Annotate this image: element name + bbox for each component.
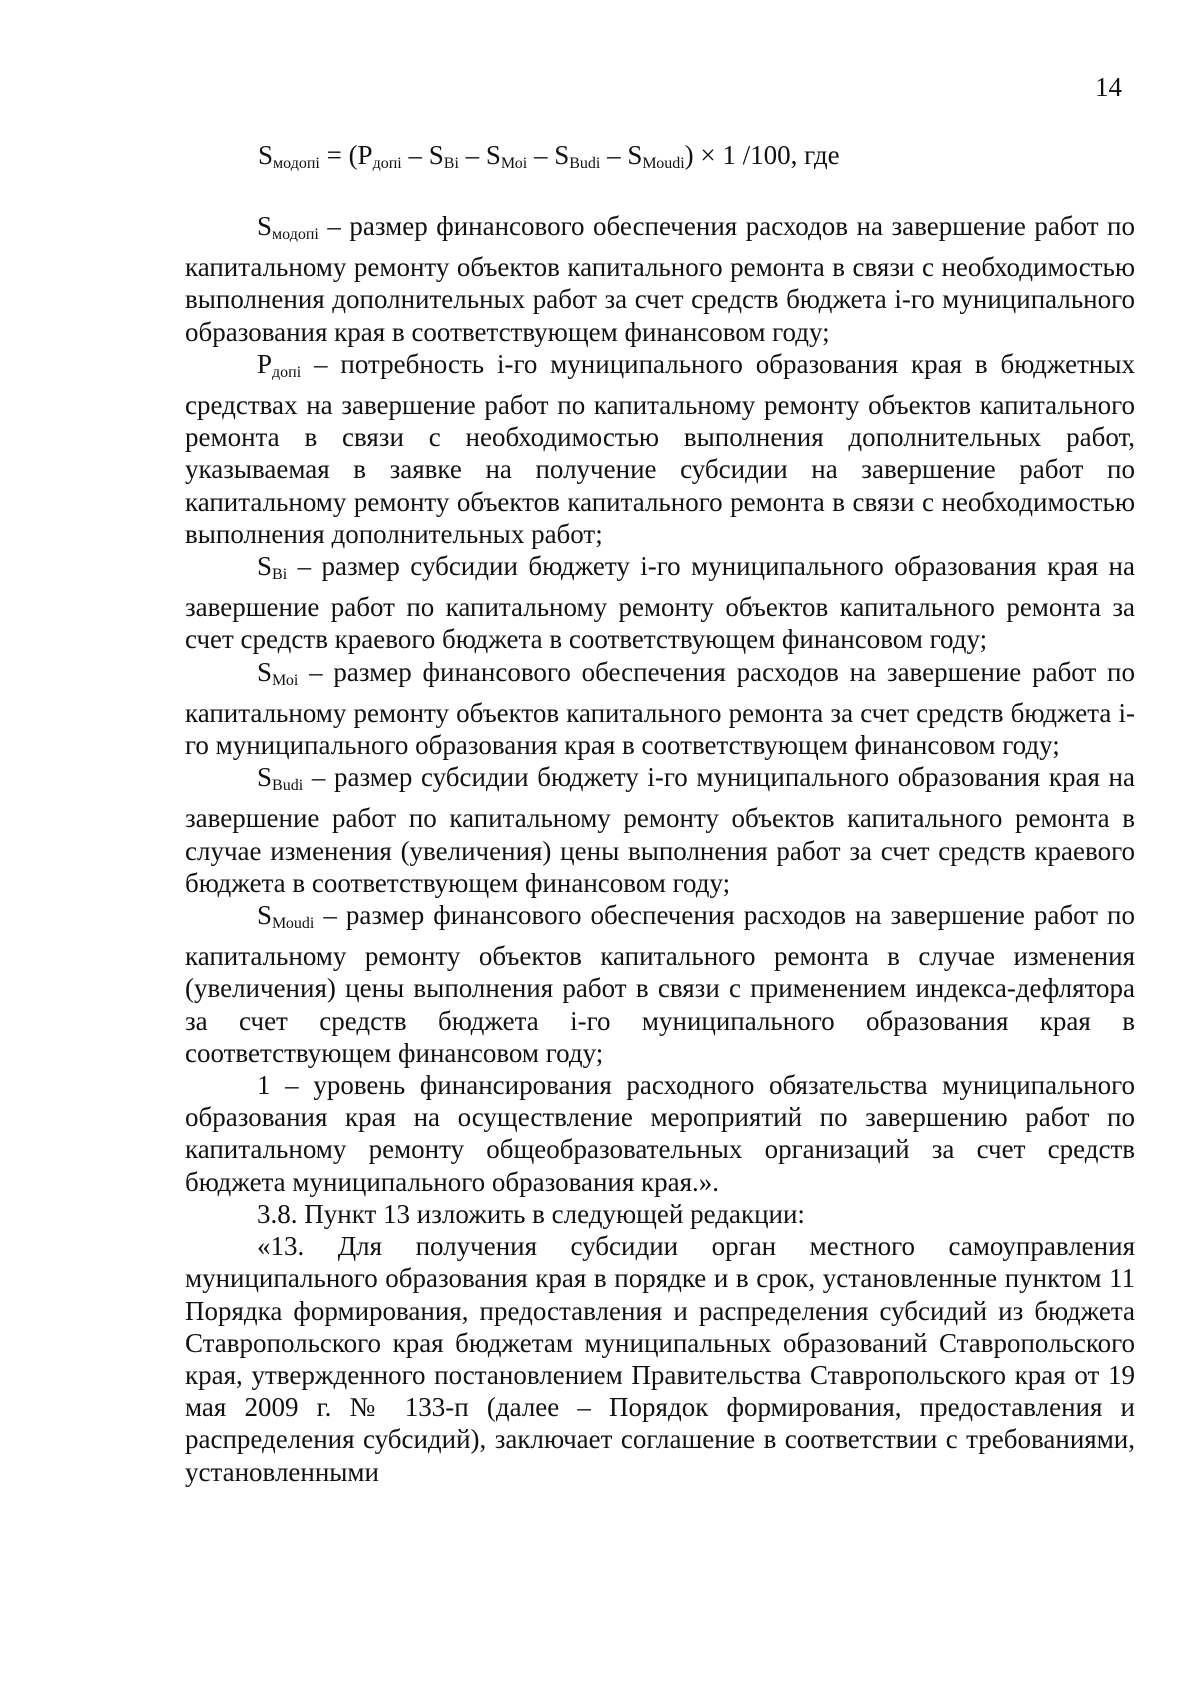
term-symbol: 1: [257, 1070, 271, 1101]
formula-term-4-sub: Моudi: [642, 155, 685, 172]
paragraph-item-3-8: [185, 1198, 1135, 1230]
paragraph-text: – размер субсидии бюджету i-го муниципального образования края на завершение работ по капитальному ремонту объектов капитального ремонта за счет средств краевого бюджета в соответствующем финансовом году;: [185, 551, 1135, 655]
term-subscript: Моudi: [272, 915, 315, 933]
term-subscript: Вi: [272, 566, 288, 584]
paragraph-text: – размер субсидии бюджету i-го муниципального образования края на завершение работ по капитальному ремонту объектов капитального ремонта в случае изменения (увеличения) цены выполнения работ за счет средств краевого бюджета в соответствующем финансовом году;: [185, 762, 1135, 898]
formula-term-1-sub: Вi: [443, 155, 459, 172]
paragraph-text: – уровень финансирования расходного обязательства муниципального образования края на осуществление мероприятий по завершению работ по капитальному ремонту общеобразовательных организаций за счет средств бюджета муниципального образования края.».: [185, 1070, 1135, 1197]
formula-term-1: – S: [401, 140, 444, 170]
formula-term-3: – S: [527, 140, 570, 170]
paragraph-p-dop: [185, 348, 1135, 550]
formula-term-2-sub: Моi: [500, 155, 528, 172]
formula-term-2: – S: [458, 140, 501, 170]
paragraph-s-mo: [185, 656, 1135, 762]
paragraph-level: [185, 1069, 1135, 1198]
term-symbol: P: [257, 348, 273, 379]
paragraph-s-moud: [185, 899, 1135, 1069]
formula-lhs: S: [258, 140, 274, 170]
formula-term-3-sub: Вudi: [569, 155, 601, 172]
formula-eq: = (P: [319, 140, 373, 170]
paragraph-s-v: [185, 550, 1135, 656]
paragraph-text: – размер финансового обеспечения расходов на завершение работ по капитальному ремонту объектов капитального ремонта за счет средств бюджета i-го муниципального образования края в соответствующем финансовом году;: [185, 656, 1135, 761]
term-subscript: модопi: [272, 226, 319, 243]
term-subscript: Моi: [272, 671, 299, 689]
formula-tail: ) × 1 /100, где: [684, 140, 840, 170]
paragraph-text: – размер финансового обеспечения расходов на завершение работ по капитальному ремонту объектов капитального ремонта в связи с необходимостью выполнения дополнительных работ за счет средств бюджета i-го муниципального образования края в соответствующем финансовом году;: [185, 211, 1135, 347]
term-symbol: S: [257, 762, 273, 793]
paragraph-s-vud: [185, 761, 1135, 899]
paragraph-item-13: [185, 1230, 1135, 1488]
document-body: [185, 210, 1135, 1488]
term-subscript: допi: [272, 363, 302, 381]
paragraph-text: – размер финансового обеспечения расходов на завершение работ по капитальному ремонту объектов капитального ремонта в случае изменения (увеличения) цены выполнения работ в связи с применением индекса-дефлятора за счет средств бюджета i-го муниципального образования края в соответствующем финансовом году;: [185, 900, 1135, 1068]
term-symbol: S: [257, 656, 273, 687]
paragraph-text: – потребность i-го муниципального образования края в бюджетных средствах на завершение работ по капитальному ремонту объектов капитального ремонта в связи с необходимостью выполнения дополнительных работ, указываемая в заявке на получение субсидии на завершение работ по капитальному ремонту объектов капитального ремонта в связи с необходимостью выполнения дополнительных работ;: [185, 348, 1135, 549]
page-number: 14: [1095, 72, 1122, 102]
term-symbol: S: [257, 211, 273, 241]
paragraph-text: «13. Для получения субсидии орган местного самоуправления муниципального образования края в порядке и в срок, установленные пунктом 11 Порядка формирования, предоставления и распределения субсидий из бюджета Ставропольского края бюджетам муниципальных образований Ставропольского края, утвержденного постановлением Правительства Ставропольского края от 19 мая 2009 г. № 133-п (далее – Порядок формирования, предоставления и распределения субсидий), заключает соглашение в соответствии с требованиями, установленными: [185, 1231, 1135, 1487]
paragraph-s-modop: [185, 210, 1135, 348]
formula-lhs-sub: модопi: [273, 155, 320, 172]
formula-p-sub: допi: [372, 155, 402, 172]
paragraph-text: 3.8. Пункт 13 изложить в следующей редакции:: [257, 1198, 805, 1229]
term-symbol: S: [257, 551, 273, 582]
term-subscript: Вudi: [272, 777, 304, 795]
formula-term-4: – S: [600, 140, 643, 170]
formula: [258, 140, 840, 173]
term-symbol: S: [257, 900, 273, 931]
